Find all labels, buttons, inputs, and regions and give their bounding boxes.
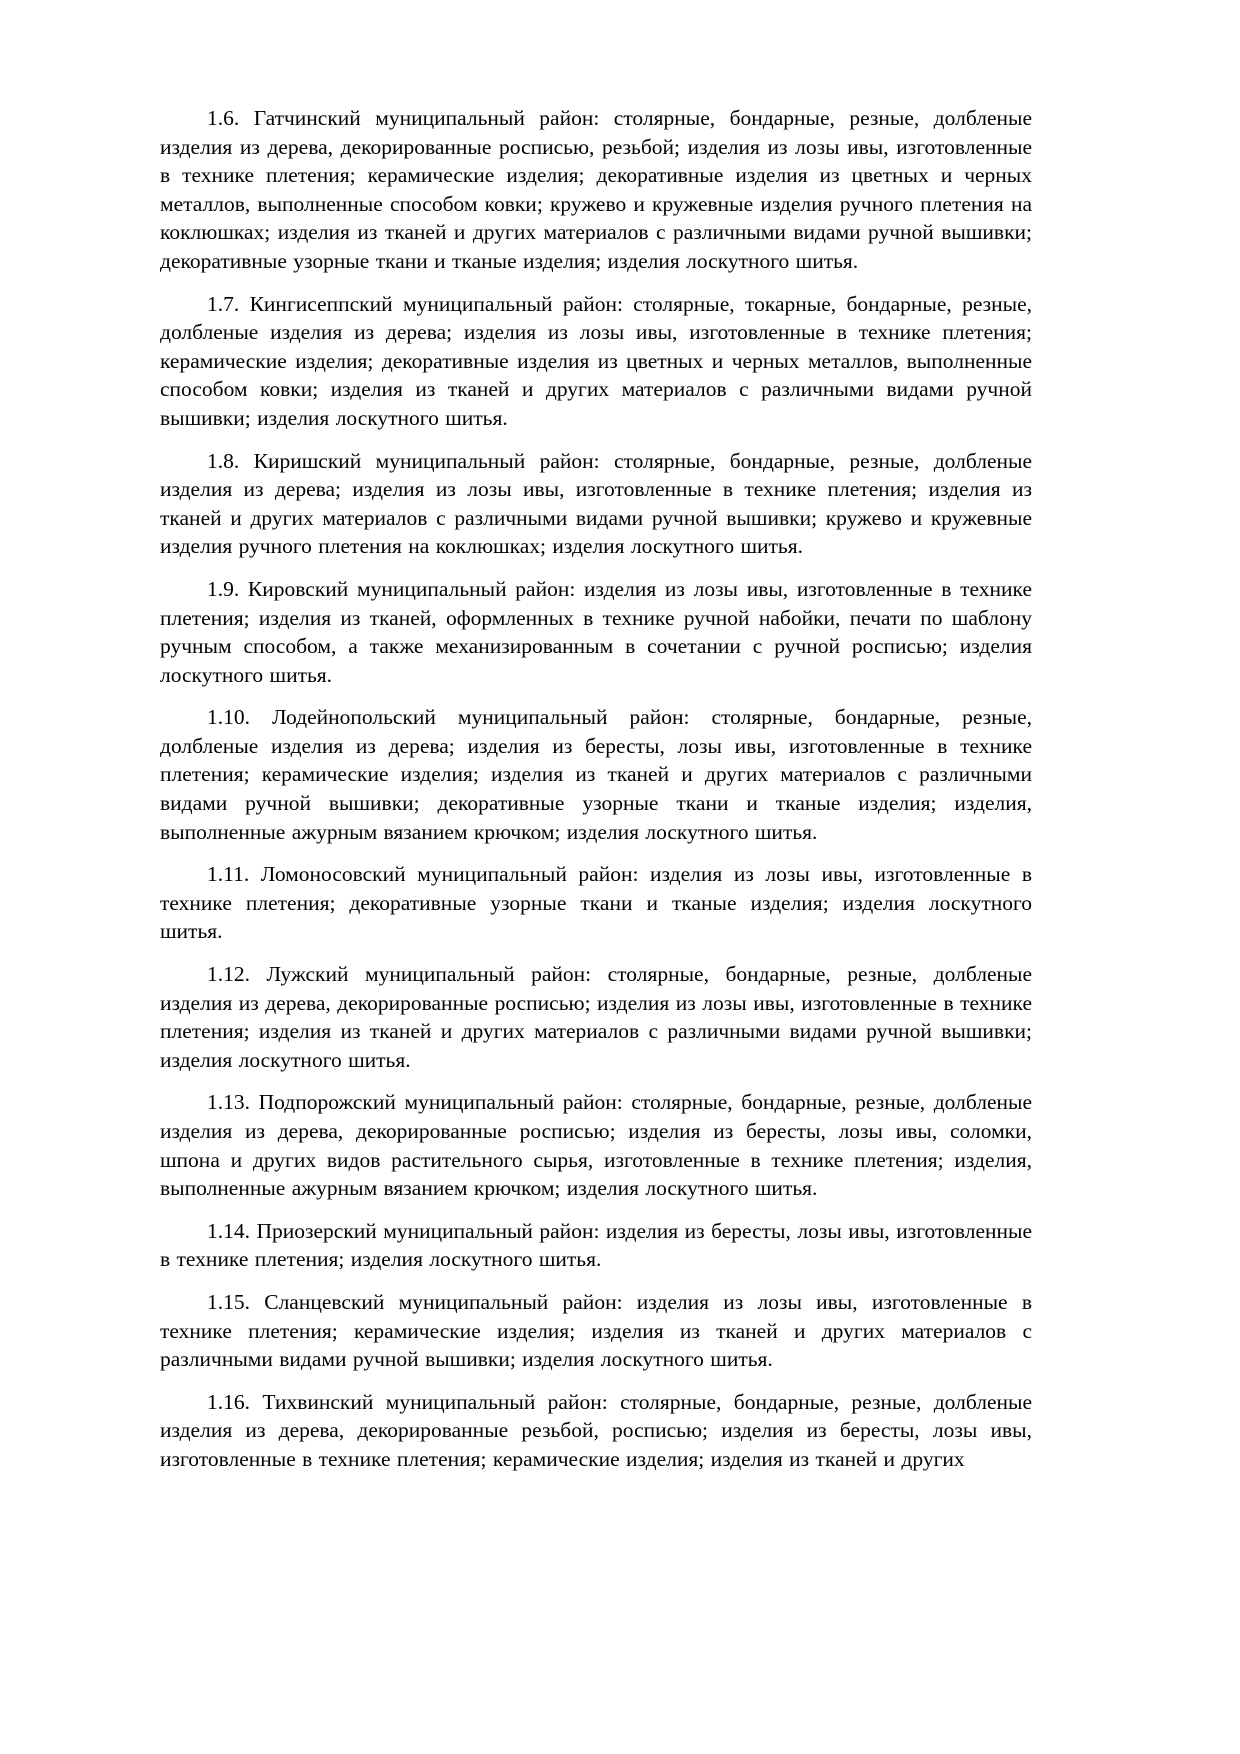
- paragraph-1-7: 1.7. Кингисеппский муниципальный район: столярные, токарные, бондарные, резные, долбленые изделия из дерева; изделия из лозы ивы, изготовленные в технике плетения; керамические изделия; декоративные изделия из цветных и черных металлов, выполненные способом ковки; изделия из тканей и других материалов с различными видами ручной вышивки; изделия лоскутного шитья.: [160, 291, 1032, 430]
- paragraph-1-14: 1.14. Приозерский муниципальный район: изделия из бересты, лозы ивы, изготовленные в технике плетения; изделия лоскутного шитья.: [160, 1218, 1032, 1272]
- paragraph-1-9: 1.9. Кировский муниципальный район: изделия из лозы ивы, изготовленные в технике плетения; изделия из тканей, оформленных в технике ручной набойки, печати по шаблону ручным способом, а также механизированным в сочетании с ручной росписью; изделия лоскутного шитья.: [160, 576, 1032, 687]
- paragraph-1-10: 1.10. Лодейнопольский муниципальный район: столярные, бондарные, резные, долбленые изделия из дерева; изделия из бересты, лозы ивы, изготовленные в технике плетения; керамические изделия; изделия из тканей и других материалов с различными видами ручной вышивки; декоративные узорные ткани и тканые изделия; изделия, выполненные ажурным вязанием крючком; изделия лоскутного шитья.: [160, 705, 1032, 844]
- paragraph-1-13: 1.13. Подпорожский муниципальный район: столярные, бондарные, резные, долбленые изделия из дерева, декорированные росписью; изделия из бересты, лозы ивы, соломки, шпона и других видов растительного сырья, изготовленные в технике плетения; изделия, выполненные ажурным вязанием крючком; изделия лоскутного шитья.: [160, 1090, 1032, 1201]
- paragraph-1-11: 1.11. Ломоносовский муниципальный район: изделия из лозы ивы, изготовленные в технике плетения; декоративные узорные ткани и тканые изделия; изделия лоскутного шитья.: [160, 862, 1032, 944]
- paragraph-1-16: 1.16. Тихвинский муниципальный район: столярные, бондарные, резные, долбленые изделия из дерева, декорированные резьбой, росписью; изделия из бересты, лозы ивы, изготовленные в технике плетения; керамические изделия; изделия из тканей и других: [160, 1389, 1032, 1471]
- paragraph-1-15: 1.15. Сланцевский муниципальный район: изделия из лозы ивы, изготовленные в технике плетения; керамические изделия; изделия из тканей и других материалов с различными видами ручной вышивки; изделия лоскутного шитья.: [160, 1289, 1032, 1372]
- paragraph-1-8: 1.8. Киришский муниципальный район: столярные, бондарные, резные, долбленые изделия из дерева; изделия из лозы ивы, изготовленные в технике плетения; изделия из тканей и других материалов с различными видами ручной вышивки; кружево и кружевные изделия ручного плетения на коклюшках; изделия лоскутного шитья.: [160, 448, 1032, 559]
- paragraph-1-6: 1.6. Гатчинский муниципальный район: столярные, бондарные, резные, долбленые изделия из дерева, декорированные росписью, резьбой; изделия из лозы ивы, изготовленные в технике плетения; керамические изделия; декоративные изделия из цветных и черных металлов, выполненные способом ковки; кружево и кружевные изделия ручного плетения на коклюшках; изделия из тканей и других материалов с различными видами ручной вышивки; декоративные узорные ткани и тканые изделия; изделия лоскутного шитья.: [160, 106, 1032, 273]
- paragraph-1-12: 1.12. Лужский муниципальный район: столярные, бондарные, резные, долбленые изделия из дерева, декорированные росписью; изделия из лозы ивы, изготовленные в технике плетения; изделия из тканей и других материалов с различными видами ручной вышивки; изделия лоскутного шитья.: [160, 962, 1032, 1072]
